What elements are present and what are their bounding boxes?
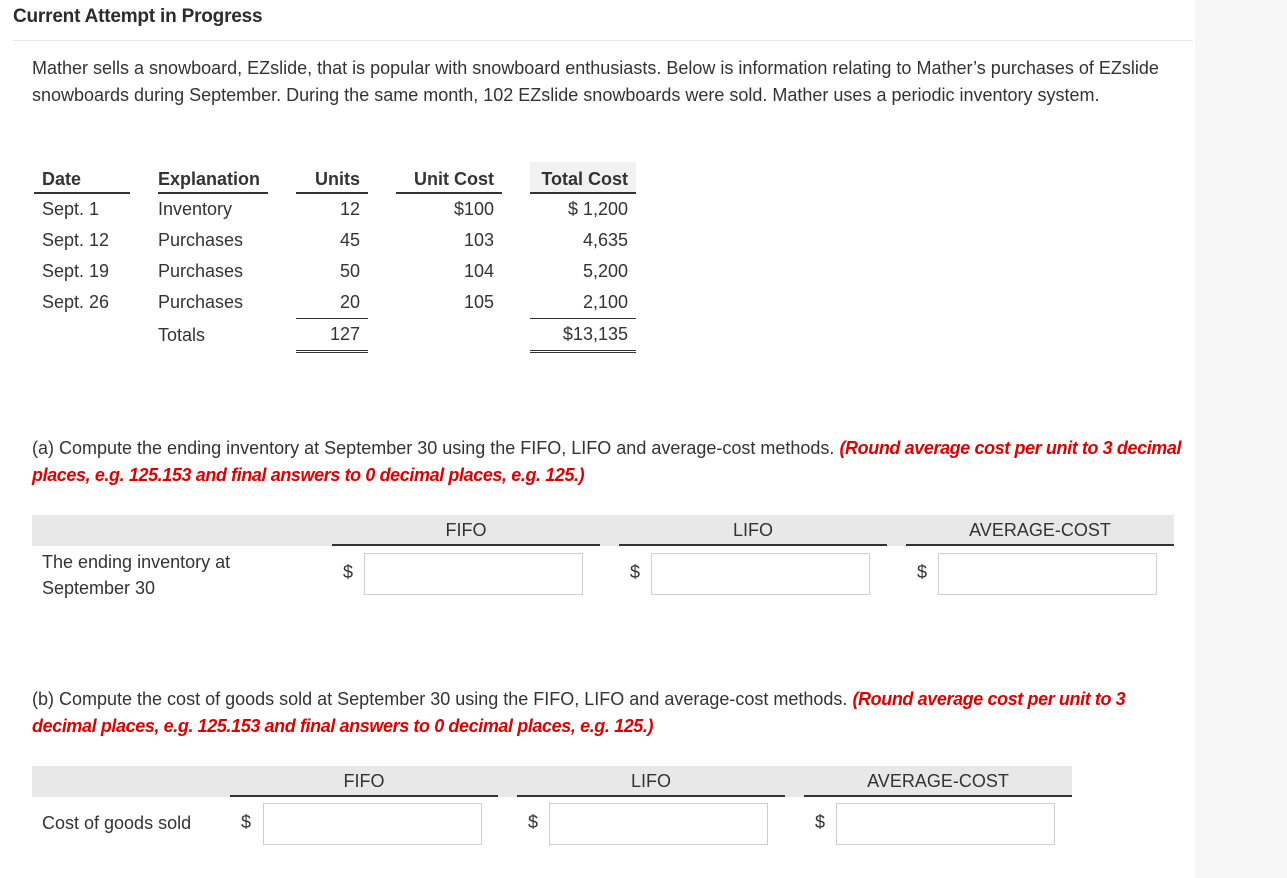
- header-unit-cost: Unit Cost: [396, 162, 502, 193]
- table-row: [34, 193, 636, 225]
- part-b-fifo-currency: $: [241, 812, 252, 832]
- table-row: [34, 256, 636, 287]
- cell-explanation: Inventory: [158, 199, 233, 219]
- cell-units: 20: [296, 287, 368, 319]
- cell-explanation: Purchases: [158, 230, 244, 250]
- header-units: Units: [296, 162, 368, 193]
- cell-date: Sept. 1: [42, 199, 100, 219]
- cell-explanation: Purchases: [158, 292, 244, 313]
- totals-row: [34, 319, 636, 352]
- ending-inventory-lifo-input[interactable]: [651, 553, 870, 595]
- cell-total-cost: 2,100: [530, 287, 636, 319]
- cell-total-cost: 5,200: [582, 261, 628, 281]
- part-a-col-fifo: FIFO: [332, 515, 600, 546]
- cell-unit-cost: 105: [463, 292, 494, 313]
- purchases-table-header: [34, 162, 636, 193]
- header-date: Date: [34, 162, 130, 193]
- cogs-fifo-input[interactable]: [263, 803, 482, 845]
- part-a-prompt: (a) Compute the ending inventory at September 30 using the FIFO, LIFO and average-cost methods.: [32, 438, 835, 458]
- header-explanation: Explanation: [158, 162, 268, 193]
- part-a-col-average-cost: AVERAGE-COST: [906, 515, 1174, 546]
- cell-date: Sept. 12: [42, 230, 110, 250]
- part-a-average-currency: $: [917, 562, 928, 582]
- part-b-question: [32, 686, 1182, 740]
- purchases-table: [34, 162, 636, 353]
- ending-inventory-average-cost-input[interactable]: [938, 553, 1157, 595]
- part-b-col-lifo: LIFO: [517, 766, 785, 797]
- cell-unit-cost: 104: [463, 261, 494, 281]
- cell-unit-cost: $100: [453, 199, 494, 219]
- page-right-gutter: [1195, 0, 1287, 878]
- part-b-lifo-currency: $: [528, 812, 539, 832]
- cell-date: Sept. 19: [42, 261, 110, 281]
- table-row: [34, 287, 636, 319]
- totals-total-cost: $13,135: [530, 319, 636, 352]
- part-a-row-label: The ending inventory at September 30: [42, 552, 231, 598]
- problem-intro: Mather sells a snowboard, EZslide, that is popular with snowboard enthusiasts. Below is information relating to Mather’s purchases of EZslide snowboards during September. During the same month, 102 EZslide snowboards were sold. Mather uses a periodic inventory system.: [32, 58, 1159, 105]
- attempt-status-title: Current Attempt in Progress: [13, 6, 263, 27]
- part-b-row-label: Cost of goods sold: [42, 813, 192, 833]
- totals-label: Totals: [158, 324, 206, 345]
- part-a-question: [32, 435, 1182, 489]
- table-row: [34, 225, 636, 256]
- part-a-fifo-currency: $: [343, 562, 354, 582]
- header-divider: [13, 40, 1193, 41]
- part-b-col-average-cost: AVERAGE-COST: [804, 766, 1072, 797]
- ending-inventory-fifo-input[interactable]: [364, 553, 583, 595]
- cell-total-cost: 4,635: [582, 230, 628, 250]
- cell-date: Sept. 26: [42, 292, 110, 313]
- totals-units: 127: [296, 319, 368, 352]
- header-total-cost: Total Cost: [530, 162, 636, 193]
- part-b-average-currency: $: [815, 812, 826, 832]
- cell-total-cost: $ 1,200: [567, 199, 628, 219]
- part-a-col-lifo: LIFO: [619, 515, 887, 546]
- cell-units: 50: [339, 261, 360, 281]
- cell-units: 12: [339, 199, 360, 219]
- cell-unit-cost: 103: [463, 230, 494, 250]
- part-b-col-fifo: FIFO: [230, 766, 498, 797]
- part-a-rounding-note: (Round average cost per unit to 3 decimal places, e.g. 125.153 and final answers to 0 decimal places, e.g. 125.): [32, 438, 1182, 485]
- cogs-average-cost-input[interactable]: [836, 803, 1055, 845]
- part-a-lifo-currency: $: [630, 562, 641, 582]
- cell-units: 45: [339, 230, 360, 250]
- cogs-lifo-input[interactable]: [549, 803, 768, 845]
- part-b-rounding-note: (Round average cost per unit to 3 decimal places, e.g. 125.153 and final answers to 0 decimal places, e.g. 125.): [32, 689, 1126, 736]
- cell-explanation: Purchases: [158, 261, 244, 281]
- part-b-prompt: (b) Compute the cost of goods sold at September 30 using the FIFO, LIFO and average-cost methods.: [32, 689, 848, 709]
